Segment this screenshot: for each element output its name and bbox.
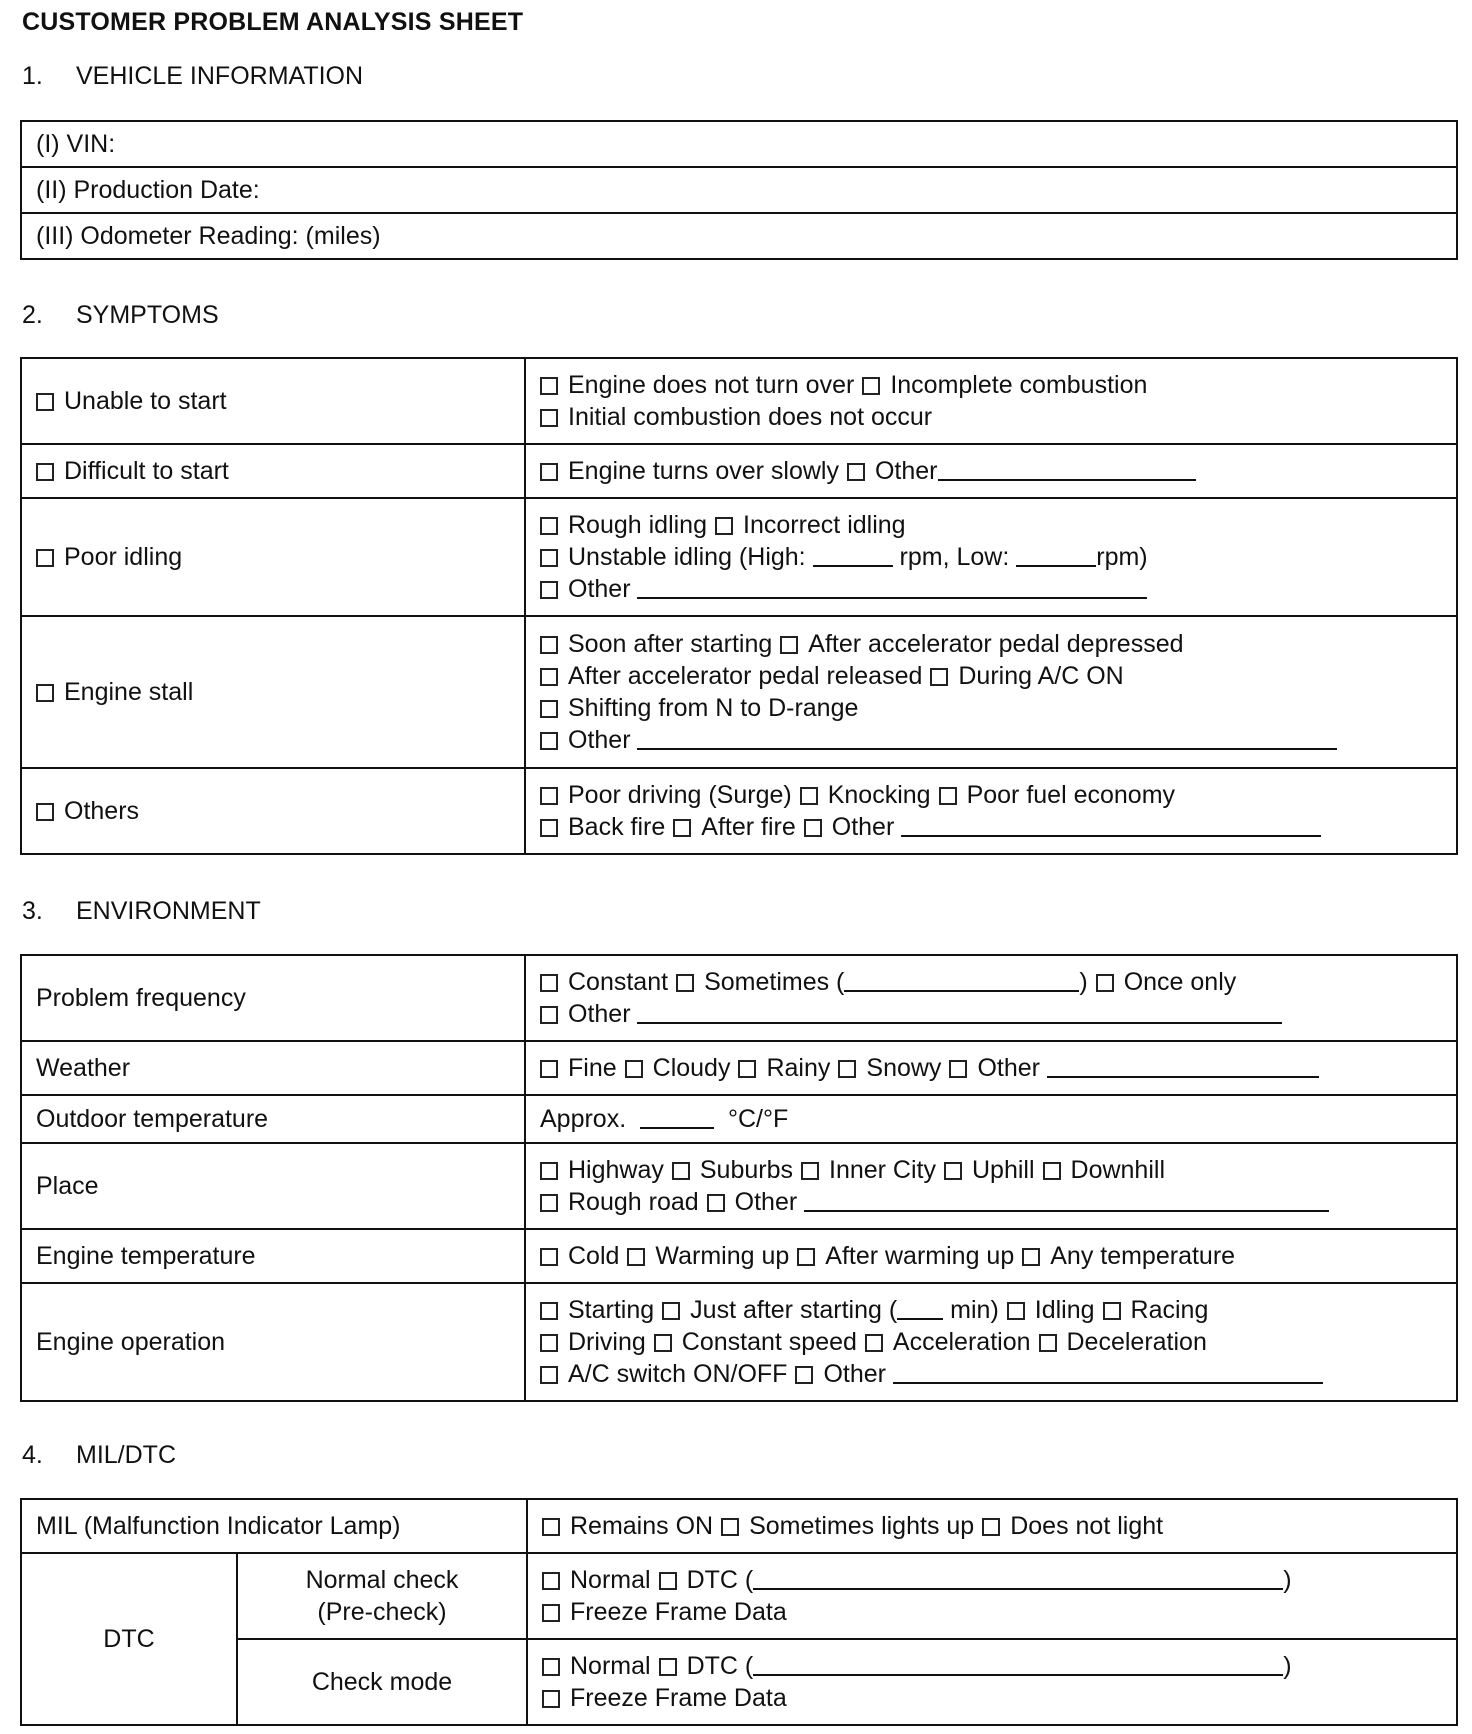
- checkbox[interactable]: [540, 668, 558, 686]
- env-engine-temperature: Engine temperature: [21, 1229, 525, 1283]
- checkbox[interactable]: [738, 1060, 756, 1078]
- checkbox[interactable]: [930, 668, 948, 686]
- checkbox[interactable]: [540, 1334, 558, 1352]
- checkbox[interactable]: [659, 1658, 677, 1676]
- checkbox[interactable]: [1039, 1334, 1057, 1352]
- checkbox[interactable]: [540, 1006, 558, 1024]
- fill-in-blank[interactable]: [637, 575, 1147, 599]
- checkbox[interactable]: [540, 732, 558, 750]
- section-1-heading: 1. VEHICLE INFORMATION: [22, 62, 364, 90]
- checkbox[interactable]: [949, 1060, 967, 1078]
- section-2-heading: 2. SYMPTOMS: [22, 301, 219, 329]
- env-place: Place: [21, 1143, 525, 1229]
- checkbox[interactable]: [540, 1162, 558, 1180]
- checkbox[interactable]: [1103, 1302, 1121, 1320]
- fill-in-blank[interactable]: [1047, 1054, 1319, 1078]
- checkbox[interactable]: [862, 377, 880, 395]
- checkbox[interactable]: [540, 1060, 558, 1078]
- env-weather: Weather: [21, 1041, 525, 1095]
- fill-in-blank[interactable]: [1016, 543, 1096, 567]
- checkbox[interactable]: [804, 819, 822, 837]
- checkbox[interactable]: [540, 581, 558, 599]
- checkbox[interactable]: [540, 1302, 558, 1320]
- section-4-heading: 4. MIL/DTC: [22, 1441, 176, 1469]
- mil-dtc-table: MIL (Malfunction Indicator Lamp) Remains ON Sometimes lights up Does not light DTC Normal check (Pre-check) Normal DTC ( ) Freeze Frame Data Check mode Normal DTC ( ) Freeze Frame Data: [20, 1498, 1458, 1726]
- fill-in-blank[interactable]: [637, 1000, 1282, 1024]
- checkbox[interactable]: [1043, 1162, 1061, 1180]
- fill-in-blank[interactable]: [640, 1105, 714, 1129]
- checkbox[interactable]: [542, 1658, 560, 1676]
- checkbox[interactable]: [36, 393, 54, 411]
- checkbox[interactable]: [540, 700, 558, 718]
- checkbox[interactable]: [540, 463, 558, 481]
- checkbox[interactable]: [1022, 1248, 1040, 1266]
- checkbox[interactable]: [654, 1334, 672, 1352]
- fill-in-blank[interactable]: [901, 813, 1321, 837]
- checkbox[interactable]: [540, 636, 558, 654]
- checkbox[interactable]: [542, 1690, 560, 1708]
- env-engine-operation: Engine operation: [21, 1283, 525, 1401]
- env-problem-frequency: Problem frequency: [21, 955, 525, 1041]
- checkbox[interactable]: [542, 1572, 560, 1590]
- vin-field[interactable]: (I) VIN:: [21, 121, 1457, 167]
- checkbox[interactable]: [1007, 1302, 1025, 1320]
- fill-in-blank[interactable]: [804, 1188, 1329, 1212]
- checkbox[interactable]: [721, 1518, 739, 1536]
- checkbox[interactable]: [540, 1366, 558, 1384]
- symptom-engine-stall: Engine stall: [21, 616, 525, 768]
- fill-in-blank[interactable]: [753, 1652, 1283, 1676]
- checkbox[interactable]: [707, 1194, 725, 1212]
- checkbox[interactable]: [715, 517, 733, 535]
- vehicle-info-table: [20, 120, 1458, 260]
- fill-in-blank[interactable]: [897, 1296, 943, 1320]
- production-date-field[interactable]: (II) Production Date:: [21, 167, 1457, 213]
- env-outdoor-temperature: Outdoor temperature: [21, 1095, 525, 1143]
- checkbox[interactable]: [540, 377, 558, 395]
- checkbox[interactable]: [542, 1604, 560, 1622]
- checkbox[interactable]: [540, 787, 558, 805]
- environment-table: Problem frequency Constant Sometimes ( ) Once only Other Weather Fine Cloudy Rainy Snowy Other Outdoor temperature Approx. °C/°F Place Highway Suburbs Inner City Uphill Downhill Rough road Other Engine temperature Cold Warming up After warming up Any temperature Engine operation Starting Just after starting ( min) Idling Racing Driving Constant speed Acceleration Deceleration A/C switch ON/OFF Other: [20, 954, 1458, 1402]
- checkbox[interactable]: [944, 1162, 962, 1180]
- odometer-field[interactable]: (III) Odometer Reading: (miles): [21, 213, 1457, 259]
- checkbox[interactable]: [625, 1060, 643, 1078]
- checkbox[interactable]: [627, 1248, 645, 1266]
- symptom-poor-idling: Poor idling: [21, 498, 525, 616]
- checkbox[interactable]: [540, 1194, 558, 1212]
- fill-in-blank[interactable]: [938, 457, 1196, 481]
- checkbox[interactable]: [540, 549, 558, 567]
- checkbox[interactable]: [838, 1060, 856, 1078]
- dtc-label: DTC: [21, 1553, 237, 1725]
- checkbox[interactable]: [540, 1248, 558, 1266]
- mil-label: MIL (Malfunction Indicator Lamp): [21, 1499, 527, 1553]
- symptom-difficult-to-start: Difficult to start: [21, 444, 525, 498]
- fill-in-blank[interactable]: [813, 543, 893, 567]
- checkbox[interactable]: [865, 1334, 883, 1352]
- checkbox[interactable]: [540, 517, 558, 535]
- symptoms-table: Unable to start Engine does not turn over Incomplete combustion Initial combustion does not occur Difficult to start Engine turns over slowly Other Poor idling Rough idling Incorrect idling Unstable idling (High: rpm, Low: rpm) Other Engine stall Soon after starting After accelerator pedal depressed After accelerator pedal released During A/C ON Shifting from N to D-range Other Others Poor driving (Surge) Knocking Poor fuel economy Back fire After fire Other: [20, 357, 1458, 855]
- fill-in-blank[interactable]: [893, 1360, 1323, 1384]
- checkbox[interactable]: [659, 1572, 677, 1590]
- normal-check-label: Normal check (Pre-check): [237, 1553, 527, 1639]
- checkbox[interactable]: [542, 1518, 560, 1536]
- checkbox[interactable]: [800, 787, 818, 805]
- checkbox[interactable]: [36, 803, 54, 821]
- checkbox[interactable]: [780, 636, 798, 654]
- checkbox[interactable]: [662, 1302, 680, 1320]
- fill-in-blank[interactable]: [753, 1566, 1283, 1590]
- checkbox[interactable]: [673, 819, 691, 837]
- checkbox[interactable]: [672, 1162, 690, 1180]
- checkbox[interactable]: [36, 684, 54, 702]
- checkbox[interactable]: [36, 463, 54, 481]
- checkbox[interactable]: [797, 1248, 815, 1266]
- check-mode-label: Check mode: [237, 1639, 527, 1725]
- checkbox[interactable]: [795, 1366, 813, 1384]
- fill-in-blank[interactable]: [637, 726, 1337, 750]
- fill-in-blank[interactable]: [844, 968, 1079, 992]
- checkbox[interactable]: [982, 1518, 1000, 1536]
- checkbox[interactable]: [676, 974, 694, 992]
- symptom-others: Others: [21, 768, 525, 854]
- symptom-unable-to-start: Unable to start: [21, 358, 525, 444]
- sheet-title: CUSTOMER PROBLEM ANALYSIS SHEET: [22, 8, 524, 36]
- checkbox[interactable]: [801, 1162, 819, 1180]
- checkbox[interactable]: [540, 819, 558, 837]
- checkbox[interactable]: [36, 549, 54, 567]
- checkbox[interactable]: [847, 463, 865, 481]
- checkbox[interactable]: [1096, 974, 1114, 992]
- section-3-heading: 3. ENVIRONMENT: [22, 897, 261, 925]
- checkbox[interactable]: [540, 409, 558, 427]
- checkbox[interactable]: [540, 974, 558, 992]
- checkbox[interactable]: [939, 787, 957, 805]
